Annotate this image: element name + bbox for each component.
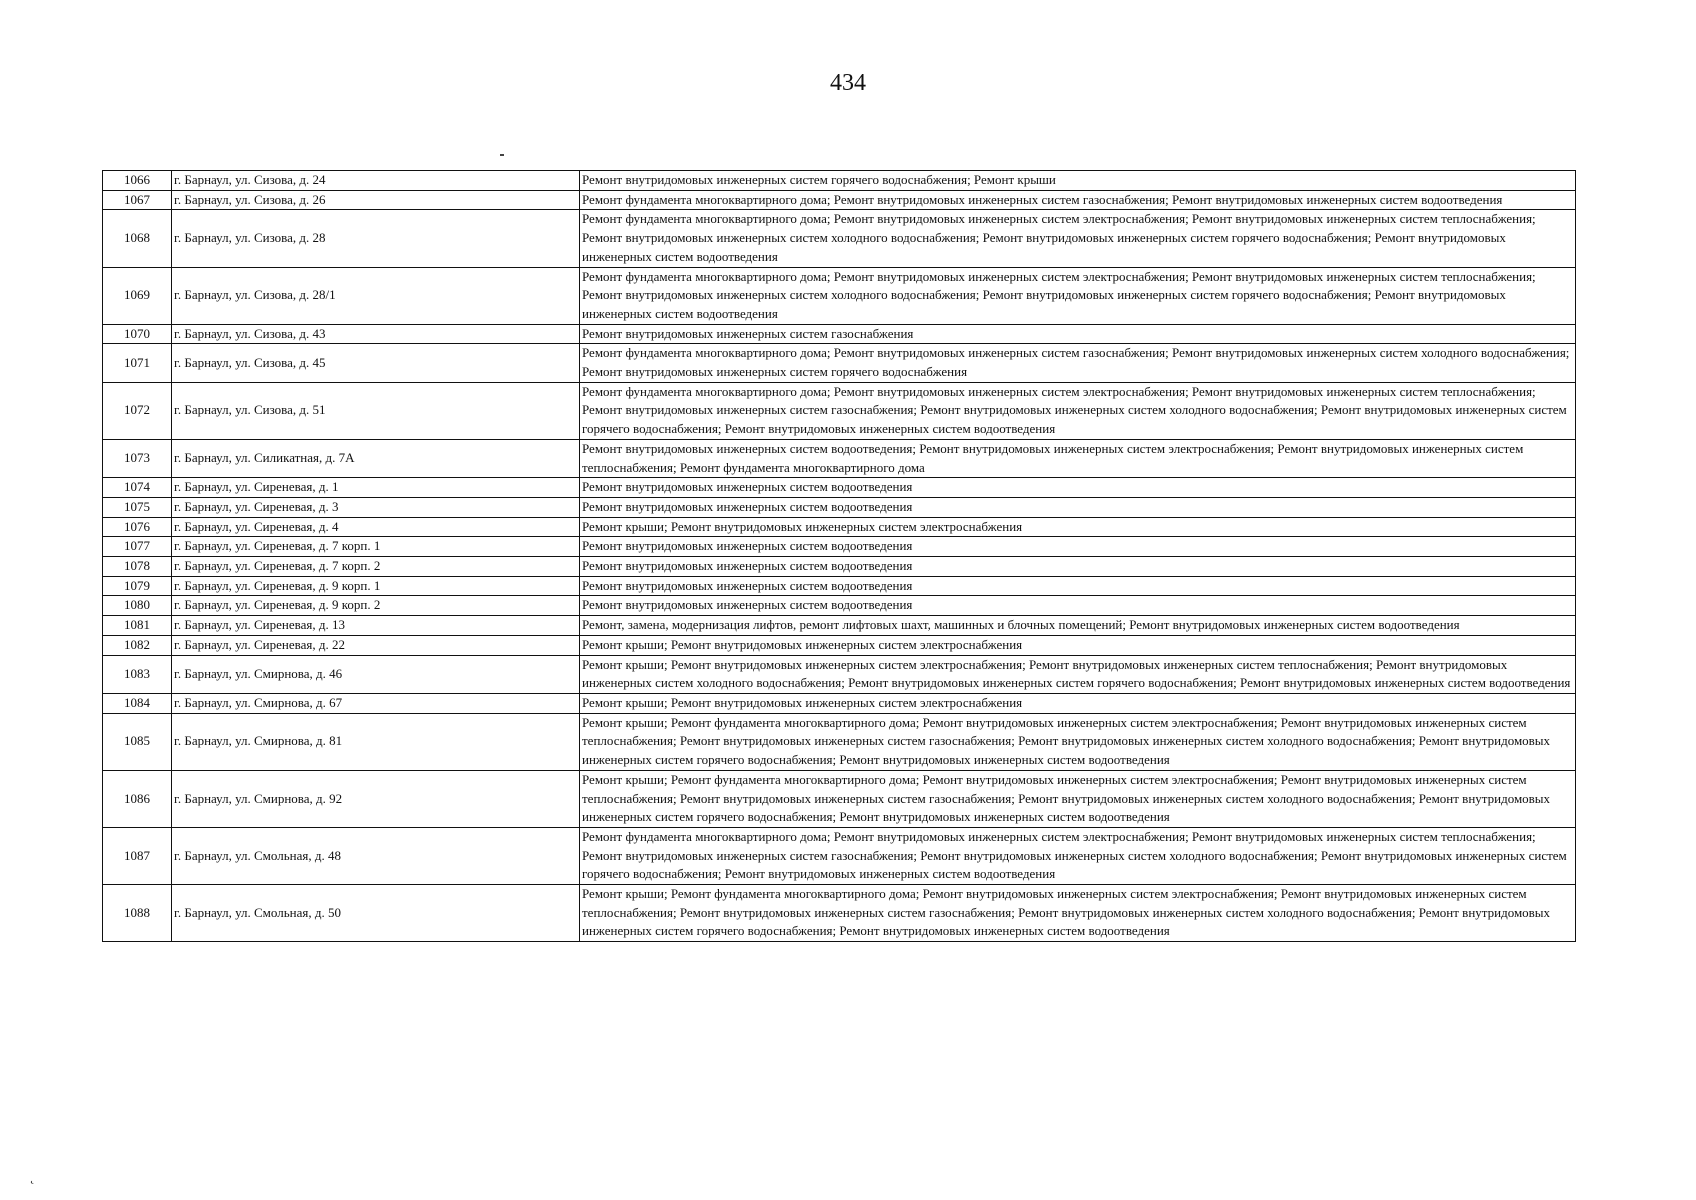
works-cell: Ремонт фундамента многоквартирного дома; Ремонт внутридомовых инженерных систем электроснабжения; Ремонт внутридомовых инженерных систем теплоснабжения; Ремонт внутридомовых инженерных систем холодного водоснабжения; Ремонт внутридомовых инженерных систем горячего водоснабжения; Ремонт внутридомовых инженерных систем водоотведения xyxy=(580,210,1576,267)
table-row xyxy=(103,382,1576,439)
address-cell: г. Барнаул, ул. Сизова, д. 28/1 xyxy=(172,267,580,324)
works-cell: Ремонт крыши; Ремонт внутридомовых инженерных систем электроснабжения xyxy=(580,635,1576,655)
address-cell: г. Барнаул, ул. Сиреневая, д. 1 xyxy=(172,478,580,498)
table-row xyxy=(103,557,1576,577)
row-number-cell: 1068 xyxy=(103,210,172,267)
address-cell: г. Барнаул, ул. Сиреневая, д. 22 xyxy=(172,635,580,655)
row-number-cell: 1079 xyxy=(103,576,172,596)
works-cell: Ремонт, замена, модернизация лифтов, ремонт лифтовых шахт, машинных и блочных помещений; Ремонт внутридомовых инженерных систем водоотведения xyxy=(580,616,1576,636)
table-body xyxy=(103,171,1576,942)
works-cell: Ремонт внутридомовых инженерных систем горячего водоснабжения; Ремонт крыши xyxy=(580,171,1576,191)
address-cell: г. Барнаул, ул. Сизова, д. 45 xyxy=(172,344,580,382)
works-cell: Ремонт крыши; Ремонт внутридомовых инженерных систем электроснабжения xyxy=(580,693,1576,713)
works-cell: Ремонт крыши; Ремонт внутридомовых инженерных систем электроснабжения xyxy=(580,517,1576,537)
address-cell: г. Барнаул, ул. Сиреневая, д. 9 корп. 2 xyxy=(172,596,580,616)
repair-works-table xyxy=(102,170,1576,942)
works-cell: Ремонт фундамента многоквартирного дома; Ремонт внутридомовых инженерных систем электроснабжения; Ремонт внутридомовых инженерных систем теплоснабжения; Ремонт внутридомовых инженерных систем газоснабжения; Ремонт внутридомовых инженерных систем холодного водоснабжения; Ремонт внутридомовых инженерных систем горячего водоснабжения; Ремонт внутридомовых инженерных систем водоотведения xyxy=(580,827,1576,884)
address-cell: г. Барнаул, ул. Смирнова, д. 92 xyxy=(172,770,580,827)
address-cell: г. Барнаул, ул. Смирнова, д. 81 xyxy=(172,713,580,770)
works-cell: Ремонт внутридомовых инженерных систем водоотведения xyxy=(580,478,1576,498)
table-row xyxy=(103,439,1576,477)
address-cell: г. Барнаул, ул. Сизова, д. 43 xyxy=(172,324,580,344)
address-cell: г. Барнаул, ул. Сиреневая, д. 7 корп. 2 xyxy=(172,557,580,577)
table-row xyxy=(103,885,1576,942)
works-cell: Ремонт крыши; Ремонт внутридомовых инженерных систем электроснабжения; Ремонт внутридомовых инженерных систем теплоснабжения; Ремонт внутридомовых инженерных систем холодного водоснабжения; Ремонт внутридомовых инженерных систем горячего водоснабжения; Ремонт внутридомовых инженерных систем водоотведения xyxy=(580,655,1576,693)
works-cell: Ремонт внутридомовых инженерных систем водоотведения xyxy=(580,576,1576,596)
works-cell: Ремонт фундамента многоквартирного дома; Ремонт внутридомовых инженерных систем газоснабжения; Ремонт внутридомовых инженерных систем холодного водоснабжения; Ремонт внутридомовых инженерных систем горячего водоснабжения xyxy=(580,344,1576,382)
table-row xyxy=(103,616,1576,636)
row-number-cell: 1066 xyxy=(103,171,172,191)
row-number-cell: 1069 xyxy=(103,267,172,324)
table-row xyxy=(103,537,1576,557)
address-cell: г. Барнаул, ул. Сиреневая, д. 4 xyxy=(172,517,580,537)
table-row xyxy=(103,190,1576,210)
table-row xyxy=(103,770,1576,827)
row-number-cell: 1067 xyxy=(103,190,172,210)
scan-mark: ˛ xyxy=(30,1170,35,1185)
row-number-cell: 1076 xyxy=(103,517,172,537)
row-number-cell: 1082 xyxy=(103,635,172,655)
scan-mark xyxy=(500,154,504,156)
address-cell: г. Барнаул, ул. Смирнова, д. 67 xyxy=(172,693,580,713)
works-cell: Ремонт внутридомовых инженерных систем водоотведения xyxy=(580,596,1576,616)
table-row xyxy=(103,267,1576,324)
row-number-cell: 1070 xyxy=(103,324,172,344)
table-row xyxy=(103,517,1576,537)
table-row xyxy=(103,655,1576,693)
table-row xyxy=(103,324,1576,344)
row-number-cell: 1074 xyxy=(103,478,172,498)
table-row xyxy=(103,635,1576,655)
row-number-cell: 1086 xyxy=(103,770,172,827)
row-number-cell: 1088 xyxy=(103,885,172,942)
address-cell: г. Барнаул, ул. Сиреневая, д. 13 xyxy=(172,616,580,636)
address-cell: г. Барнаул, ул. Сизова, д. 28 xyxy=(172,210,580,267)
row-number-cell: 1071 xyxy=(103,344,172,382)
works-cell: Ремонт внутридомовых инженерных систем водоотведения xyxy=(580,497,1576,517)
address-cell: г. Барнаул, ул. Сизова, д. 51 xyxy=(172,382,580,439)
table-row xyxy=(103,596,1576,616)
works-cell: Ремонт внутридомовых инженерных систем водоотведения xyxy=(580,557,1576,577)
works-cell: Ремонт фундамента многоквартирного дома; Ремонт внутридомовых инженерных систем газоснабжения; Ремонт внутридомовых инженерных систем водоотведения xyxy=(580,190,1576,210)
table-row xyxy=(103,171,1576,191)
works-cell: Ремонт крыши; Ремонт фундамента многоквартирного дома; Ремонт внутридомовых инженерных систем электроснабжения; Ремонт внутридомовых инженерных систем теплоснабжения; Ремонт внутридомовых инженерных систем газоснабжения; Ремонт внутридомовых инженерных систем холодного водоснабжения; Ремонт внутридомовых инженерных систем горячего водоснабжения; Ремонт внутридомовых инженерных систем водоотведения xyxy=(580,885,1576,942)
table-row xyxy=(103,344,1576,382)
works-cell: Ремонт внутридомовых инженерных систем водоотведения xyxy=(580,537,1576,557)
table-row xyxy=(103,827,1576,884)
works-cell: Ремонт фундамента многоквартирного дома; Ремонт внутридомовых инженерных систем электроснабжения; Ремонт внутридомовых инженерных систем теплоснабжения; Ремонт внутридомовых инженерных систем газоснабжения; Ремонт внутридомовых инженерных систем холодного водоснабжения; Ремонт внутридомовых инженерных систем горячего водоснабжения; Ремонт внутридомовых инженерных систем водоотведения xyxy=(580,382,1576,439)
address-cell: г. Барнаул, ул. Сизова, д. 24 xyxy=(172,171,580,191)
table-row xyxy=(103,713,1576,770)
row-number-cell: 1078 xyxy=(103,557,172,577)
row-number-cell: 1080 xyxy=(103,596,172,616)
address-cell: г. Барнаул, ул. Смольная, д. 48 xyxy=(172,827,580,884)
address-cell: г. Барнаул, ул. Сиреневая, д. 3 xyxy=(172,497,580,517)
works-cell: Ремонт внутридомовых инженерных систем газоснабжения xyxy=(580,324,1576,344)
row-number-cell: 1073 xyxy=(103,439,172,477)
table-row xyxy=(103,693,1576,713)
row-number-cell: 1085 xyxy=(103,713,172,770)
table-row xyxy=(103,478,1576,498)
address-cell: г. Барнаул, ул. Сиреневая, д. 9 корп. 1 xyxy=(172,576,580,596)
page-number: 434 xyxy=(830,70,866,96)
address-cell: г. Барнаул, ул. Сиреневая, д. 7 корп. 1 xyxy=(172,537,580,557)
row-number-cell: 1081 xyxy=(103,616,172,636)
table-row xyxy=(103,497,1576,517)
row-number-cell: 1083 xyxy=(103,655,172,693)
row-number-cell: 1084 xyxy=(103,693,172,713)
works-cell: Ремонт крыши; Ремонт фундамента многоквартирного дома; Ремонт внутридомовых инженерных систем электроснабжения; Ремонт внутридомовых инженерных систем теплоснабжения; Ремонт внутридомовых инженерных систем газоснабжения; Ремонт внутридомовых инженерных систем холодного водоснабжения; Ремонт внутридомовых инженерных систем горячего водоснабжения; Ремонт внутридомовых инженерных систем водоотведения xyxy=(580,713,1576,770)
works-cell: Ремонт внутридомовых инженерных систем водоотведения; Ремонт внутридомовых инженерных систем электроснабжения; Ремонт внутридомовых инженерных систем теплоснабжения; Ремонт фундамента многоквартирного дома xyxy=(580,439,1576,477)
row-number-cell: 1075 xyxy=(103,497,172,517)
row-number-cell: 1077 xyxy=(103,537,172,557)
table-row xyxy=(103,210,1576,267)
address-cell: г. Барнаул, ул. Смольная, д. 50 xyxy=(172,885,580,942)
address-cell: г. Барнаул, ул. Смирнова, д. 46 xyxy=(172,655,580,693)
works-cell: Ремонт фундамента многоквартирного дома; Ремонт внутридомовых инженерных систем электроснабжения; Ремонт внутридомовых инженерных систем теплоснабжения; Ремонт внутридомовых инженерных систем холодного водоснабжения; Ремонт внутридомовых инженерных систем горячего водоснабжения; Ремонт внутридомовых инженерных систем водоотведения xyxy=(580,267,1576,324)
row-number-cell: 1087 xyxy=(103,827,172,884)
address-cell: г. Барнаул, ул. Сизова, д. 26 xyxy=(172,190,580,210)
address-cell: г. Барнаул, ул. Силикатная, д. 7А xyxy=(172,439,580,477)
table-row xyxy=(103,576,1576,596)
row-number-cell: 1072 xyxy=(103,382,172,439)
works-cell: Ремонт крыши; Ремонт фундамента многоквартирного дома; Ремонт внутридомовых инженерных систем электроснабжения; Ремонт внутридомовых инженерных систем теплоснабжения; Ремонт внутридомовых инженерных систем газоснабжения; Ремонт внутридомовых инженерных систем холодного водоснабжения; Ремонт внутридомовых инженерных систем горячего водоснабжения; Ремонт внутридомовых инженерных систем водоотведения xyxy=(580,770,1576,827)
